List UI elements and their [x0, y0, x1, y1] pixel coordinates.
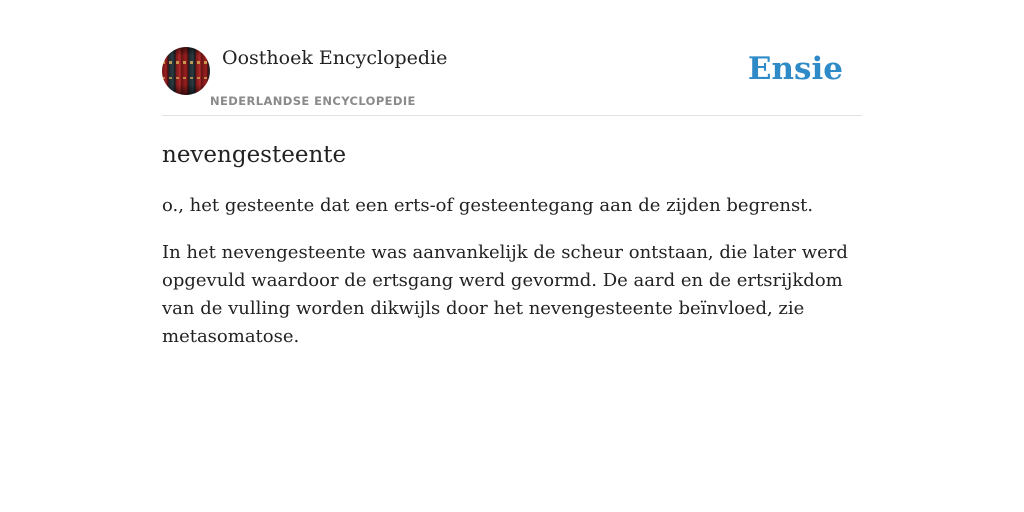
article-paragraph: o., het gesteente dat een erts-of gesteentegang aan de zijden begrenst. [162, 195, 814, 216]
article-paragraph: In het nevengesteente was aanvankelijk de scheur ontstaan, die later werd opgevuld waardoor de ertsgang werd gevormd. De aard en de ertsrijkdom van de vulling worden dikwijls door het nevengesteente beïnvloed, zie metasomatose. [162, 242, 848, 347]
article-title: nevengesteente [162, 142, 347, 168]
article [162, 116, 862, 351]
page-container [162, 0, 862, 351]
brand-logo[interactable]: Ensie [747, 51, 843, 87]
header [162, 0, 862, 116]
site-subtitle: NEDERLANDSE ENCYCLOPEDIE [210, 94, 416, 108]
source-avatar[interactable] [162, 47, 210, 95]
site-title[interactable]: Oosthoek Encyclopedie [222, 47, 448, 69]
